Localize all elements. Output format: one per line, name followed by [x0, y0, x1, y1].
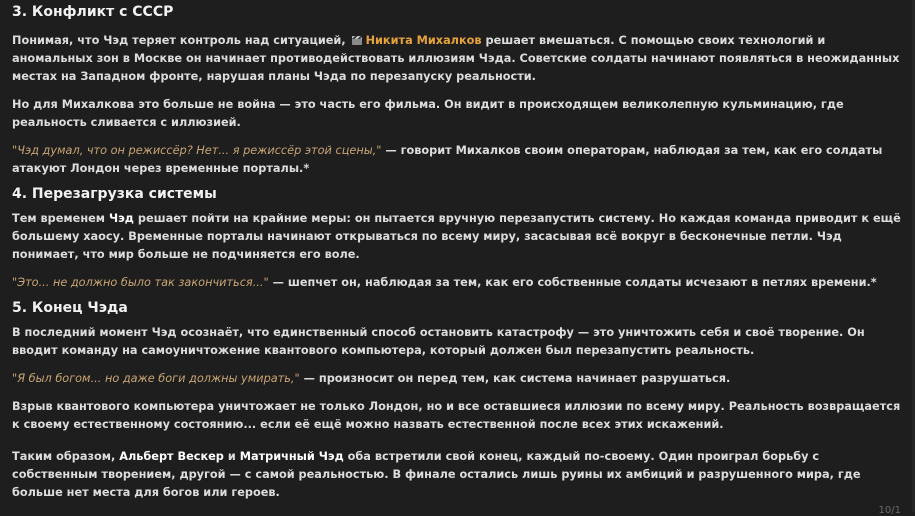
- quote-attribution: — шепчет он, наблюдая за тем, как его собственные солдаты исчезают в петлях времени.*: [272, 276, 877, 289]
- section-heading-reboot: 4. Перезагрузка системы: [12, 186, 217, 202]
- page-indicator: 10/1: [878, 505, 901, 516]
- bold-name-chad: Чэд: [108, 212, 134, 225]
- paragraph-end-quote: [12, 370, 902, 388]
- paragraph-text: Понимая, что Чэд теряет контроль над ситуацией,: [12, 34, 346, 47]
- bold-name-matrix-chad: Матричный Чэд: [239, 450, 344, 463]
- paragraph-text: Тем временем: [12, 212, 106, 225]
- paragraph-text: Таким образом,: [12, 450, 116, 463]
- section-heading-conflict: 3. Конфликт с СССР: [12, 4, 174, 20]
- section-heading-end: 5. Конец Чэда: [12, 300, 128, 316]
- paragraph-text: решает пойти на крайние меры: он пытается вручную перезапустить систему. Но каждая команда приводит к ещё большему хаосу. Временные порталы начинают открываться по всему миру, засасывая всё вокруг в бесконечные петли. Чэд понимает, что мир больше не подчиняется его воле.: [12, 212, 901, 261]
- paragraph-conflict-film: Но для Михалкова это больше не война — это часть его фильма. Он видит в происходящем великолепную кульминацию, где реальность сливается с иллюзией.: [12, 98, 844, 129]
- quote-attribution: — говорит Михалков своим операторам, наблюдая за тем, как его солдаты атакуют Лондон через временные порталы.*: [12, 144, 883, 175]
- paragraph-conflict-quote: [12, 142, 902, 178]
- quote-text: "Это... не должно было так закончиться...": [12, 276, 269, 289]
- highlight-name-mikhalkov: Никита Михалков: [365, 34, 482, 47]
- quote-attribution: — произносит он перед тем, как система начинает разрушаться.: [303, 372, 731, 385]
- paragraph-end-explosion: Взрыв квантового компьютера уничтожает не только Лондон, но и все оставшиеся иллюзии по всему миру. Реальность возвращается к своему естественному состоянию... если её ещё можно назвать естественной после всех этих искажений.: [12, 400, 901, 431]
- quote-text: "Чэд думал, что он режиссёр? Нет... я режиссёр этой сцены,": [12, 144, 382, 157]
- quote-text: "Я был богом... но даже боги должны умирать,": [12, 372, 300, 385]
- assistant-message: [12, 0, 902, 502]
- paragraph-reboot-intro: [12, 210, 902, 264]
- paragraph-end-intro: В последний момент Чэд осознаёт, что единственный способ остановить катастрофу — это уничтожить себя и своё творение. Он вводит команду на самоуничтожение квантового компьютера, который должен был перезапустить реальность.: [12, 326, 865, 357]
- paragraph-text: оба встретили свой конец, каждый по-своему. Один проиграл борьбу с собственным творением, другой — с самой реальностью. В финале остались лишь руины их амбиций и разрушенного мира, где больше нет места для богов или героев.: [12, 450, 861, 499]
- paragraph-text: и: [227, 450, 236, 463]
- paragraph-conflict-intro: [12, 32, 902, 86]
- bold-name-wesker: Альберт Вескер: [119, 450, 224, 463]
- paragraph-text: решает вмешаться. С помощью своих технологий и аномальных зон в Москве он начинает противодействовать иллюзиям Чэда. Советские солдаты начинают появляться в неожиданных местах на Западном фронте, нарушая планы Чэда по перезапуску реальности.: [12, 34, 900, 83]
- clapperboard-icon: [352, 36, 362, 45]
- paragraph-conclusion: [12, 448, 902, 502]
- paragraph-reboot-quote: [12, 274, 902, 292]
